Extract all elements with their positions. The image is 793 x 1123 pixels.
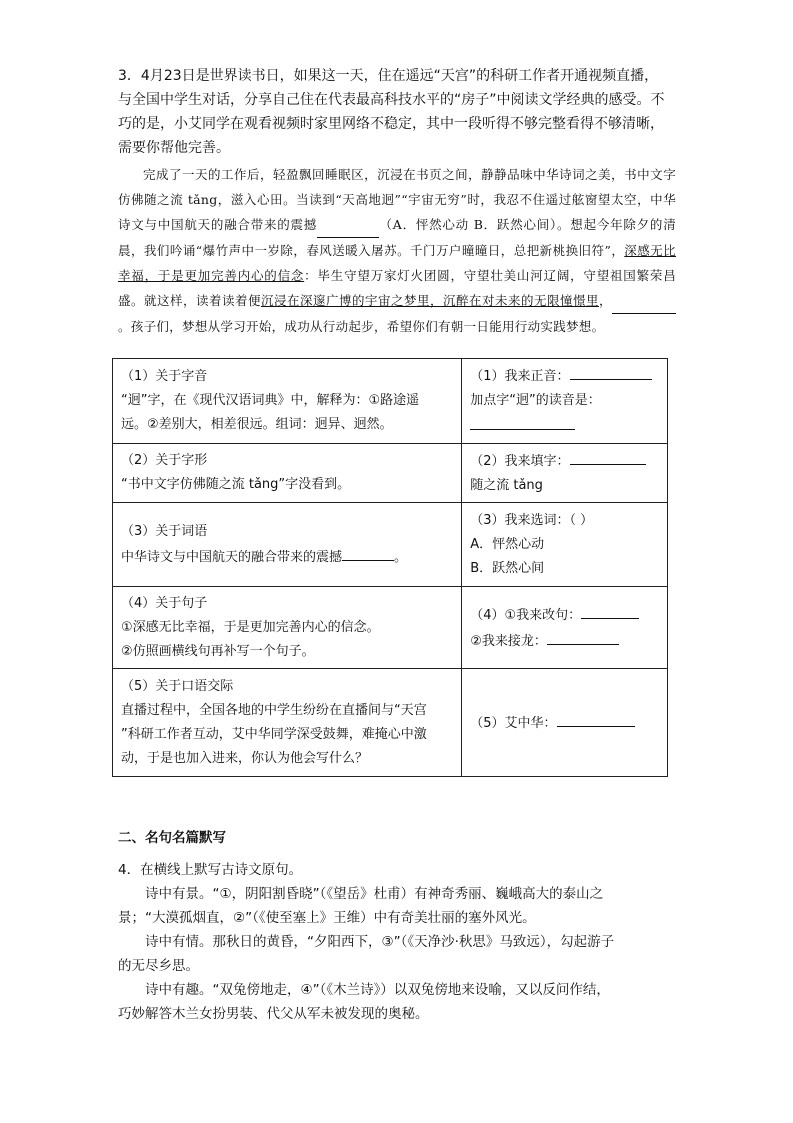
row-text-with-blank: [121, 544, 453, 570]
answer-label: （5）艾中华：: [470, 715, 557, 731]
passage-paragraph: [118, 162, 676, 339]
row-title: （2）关于字形: [121, 453, 208, 468]
table-cell-left: [113, 669, 462, 777]
passage-text-1: 完成了一天的工作后，轻盈飘回睡眠区，沉浸在书页之间，静静品味中华诗词之美，书中文字仿佛随之流 tǎng，滋入心田。当读到“天高地迥”“宇宙无穷”时，我忍不住遥过舷窗望太空，中华诗文与中国航天的融合带来的震撼: [118, 167, 676, 232]
pinyin-blank[interactable]: [470, 413, 575, 430]
row-title: （1）关于字音: [121, 369, 208, 384]
row-title: （3）关于词语: [121, 523, 208, 539]
row-text: ”科研工作者互动，艾中华同学深受鼓舞，难掩心中激: [121, 726, 427, 742]
answer-row: [470, 710, 659, 736]
intro-line: 巧的是，小艾同学在观看视频时家里网络不稳定，其中一段听得不够完整看得不够清晰，: [118, 116, 664, 132]
table-row: [113, 587, 668, 669]
answer-row: [470, 628, 659, 654]
intro-line: 与全国中学生对话，分享自己住在代表最高科技水平的“房子”中阅读文学经典的感受。不: [118, 92, 665, 108]
paragraph-fun-line2: 巧妙解答木兰女扮男装、代父从军未被发现的奥秘。: [118, 1006, 429, 1022]
row-text-suffix: 。: [394, 549, 408, 565]
question-3-table: [112, 358, 668, 777]
table-cell-left: [113, 444, 462, 503]
option-a[interactable]: A．怦然心动: [470, 536, 545, 552]
dialogue-blank[interactable]: [557, 710, 635, 727]
reading-passage: [118, 162, 676, 339]
section-heading: 二、名句名篇默写: [118, 830, 226, 846]
word-blank[interactable]: [342, 544, 394, 561]
table-cell-left: [113, 587, 462, 669]
answer-row: [470, 602, 659, 628]
answer-text: 加点字“迥”的读音是：: [470, 393, 601, 408]
row-title: （5）关于口语交际: [121, 678, 234, 694]
table-cell-right: [462, 503, 668, 587]
paragraph-emotion-line1: 诗中有情。那秋日的黄昏，“夕阳西下，③”（《天净沙·秋思》马致远），勾起游子: [145, 934, 615, 950]
row-text: ①深感无比幸福，于是更加完善内心的信念。: [121, 619, 380, 635]
row-text: “迥”字，在《现代汉语词典》中，解释为：①路途遥: [121, 393, 420, 408]
intro-line: 3．4月23日是世界读书日，如果这一天，住在遥远“天宫”的科研工作者开通视频直播，: [118, 68, 659, 84]
underlined-sentence-1: 深感无比幸福，于是更加完善内心的信念: [118, 243, 676, 283]
passage-blank-sentence[interactable]: [612, 288, 676, 314]
row-text: “书中文字仿佛随之流 tǎng”字没看到。: [121, 477, 351, 492]
passage-text-4: ，: [598, 293, 612, 308]
answer-row: [470, 363, 659, 389]
table-cell-right: [462, 669, 668, 777]
table-cell-right: [462, 587, 668, 669]
underlined-sentence-2: 沉浸在深邃广博的宇宙之梦里，沉醉在对未来的无限憧憬里: [261, 293, 599, 308]
passage-text-3: ：毕生守望万家灯火团圆，守望壮美山河辽阔，守望祖国繁荣昌盛。就这样，读着读着便: [118, 268, 677, 308]
answer-label[interactable]: （3）我来选词：（ ）: [470, 512, 594, 528]
answer-row: [470, 413, 659, 439]
table-row: [113, 669, 668, 777]
passage-text-5: 。孩子们，梦想从学习开始，成功从行动起步，希望你们有朝一日能用行动实践梦想。: [118, 319, 605, 334]
row-text: 直播过程中，全国各地的中学生纷纷在直播间与“天宫: [121, 702, 427, 718]
pronunciation-blank[interactable]: [570, 363, 652, 380]
table-row: [113, 359, 668, 444]
paragraph-emotion-line2: 的无尽乡思。: [118, 958, 199, 974]
section-2: [118, 826, 678, 1026]
table-cell-left: [113, 503, 462, 587]
table-row: [113, 503, 668, 587]
question-4-title: 4．在横线上默写古诗文原句。: [118, 862, 303, 878]
intro-line: 需要你帮他完善。: [118, 140, 230, 156]
table-cell-right: [462, 359, 668, 444]
answer-label: （1）我来正音：: [470, 369, 570, 384]
table-cell-right: [462, 444, 668, 503]
question-3-intro: [118, 64, 676, 160]
character-blank[interactable]: [570, 448, 646, 465]
row-text: 动，于是也加入进来，你认为他会写什么？: [121, 750, 369, 766]
row-title: （4）关于句子: [121, 595, 208, 611]
passage-text-2: （A．怦然心动 B．跃然心间）。想起今年除夕的清晨，我们吟诵“爆竹声中一岁除，春风送暖入屠苏。千门万户曈曈日，总把新桃换旧符”，: [118, 217, 676, 258]
rewrite-blank[interactable]: [581, 602, 639, 619]
row-text: ②仿照画横线句再补写一个句子。: [121, 643, 315, 659]
option-b[interactable]: B．跃然心间: [470, 560, 545, 576]
paragraph-fun-line1: 诗中有趣。“双兔傍地走，④”（《木兰诗》）以双兔傍地来设喻，又以反问作结，: [145, 982, 610, 998]
table-row: [113, 444, 668, 503]
paragraph-scene-line2: 景；“大漠孤烟直，②”（《使至塞上》王维）中有奇美壮丽的塞外风光。: [118, 910, 536, 926]
paragraph-scene-line1: 诗中有景。“①，阴阳割昏晓”（《望岳》杜甫）有神奇秀丽、巍峨高大的泰山之: [145, 886, 604, 902]
answer-label: （4）①我来改句：: [470, 607, 582, 623]
row-text: 中华诗文与中国航天的融合带来的震撼: [121, 549, 343, 565]
continue-blank[interactable]: [547, 628, 619, 645]
answer-label: （2）我来填字：: [470, 454, 570, 469]
answer-label: ②我来接龙：: [470, 633, 547, 649]
row-text: 远。②差别大，相差很远。组词：迥异、迥然。: [121, 417, 393, 432]
passage-blank-word[interactable]: [317, 212, 379, 238]
answer-text: 随之流 tǎng: [470, 478, 543, 493]
table-cell-left: [113, 359, 462, 444]
answer-row: [470, 448, 659, 474]
